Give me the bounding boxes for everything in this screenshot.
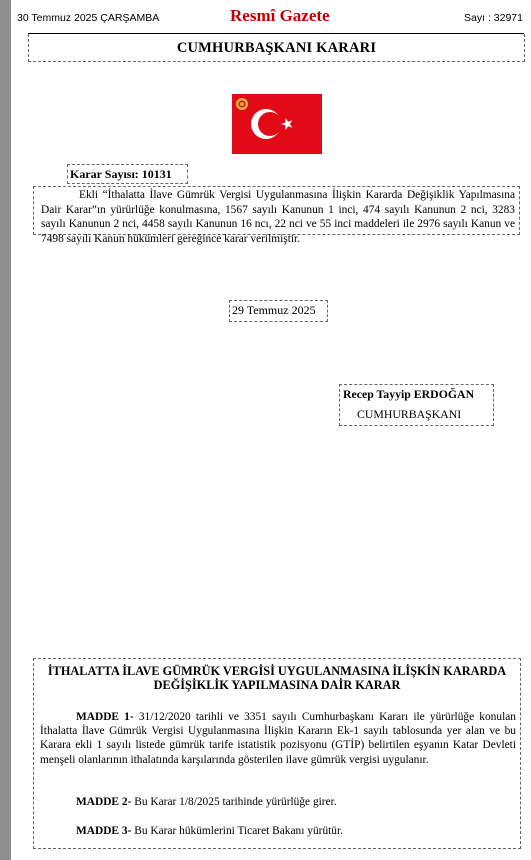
article-label: MADDE 3- <box>76 825 132 837</box>
decision-body-box <box>33 186 520 245</box>
annex-title: İTHALATTA İLAVE GÜMRÜK VERGİSİ UYGULANMASINA İLİŞKİN KARARDA DEĞİŞİKLİK YAPILMASINA DAİR KARAR <box>47 664 507 692</box>
issue-number: Sayı : 32971 <box>464 12 523 24</box>
article-3 <box>40 824 516 838</box>
signatory-name: Recep Tayyip ERDOĞAN <box>343 387 475 401</box>
gazette-header <box>17 4 527 34</box>
article-text: Bu Karar 1/8/2025 tarihinde yürürlüğe girer. <box>131 796 337 808</box>
article-text: Bu Karar hükümlerini Ticaret Bakanı yürütür. <box>131 825 344 837</box>
turkish-flag-icon <box>232 94 322 154</box>
article-text: 31/12/2020 tarihli ve 3351 sayılı Cumhurbaşkanı Kararı ile yürürlüğe konulan İthalatta İlave Gümrük Vergisi Uygulanmasına İlişkin Kararın Ek-1 sayılı tablosunda yer alan ve bu Karara ekli 1 sayılı listede gümrük tarife istatistik pozisyonu (GTİP) belirtilen eşyanın Katar Devleti menşeli olanlarının ithalatında karşılarında gösterilen ilave gümrük vergisi uygulanır. <box>40 711 516 766</box>
signature-date: 29 Temmuz 2025 <box>232 303 316 317</box>
gazette-name: Resmî Gazete <box>230 6 330 25</box>
article-label: MADDE 1- <box>76 711 134 723</box>
article-1 <box>40 710 516 767</box>
section-title: CUMHURBAŞKANI KARARI <box>176 40 377 56</box>
decision-body: Ekli “İthalatta İlave Gümrük Vergisi Uygulanmasına İlişkin Kararda Değişiklik Yapılmasına Dair Karar”ın yürürlüğe konulmasına, 1567 sayılı Kanunun 1 inci, 474 sayılı Kanunun 2 nci, 3283 sayılı Kanunun 2 nci, 4458 sayılı Kanunun 16 ncı, 22 nci ve 55 inci maddeleri ile 2976 sayılı Kanun ve 7498 sayılı Kanun hükümleri gereğince karar verilmiştir. <box>41 189 515 245</box>
annex-decision-box <box>33 658 521 849</box>
signatory-title: CUMHURBAŞKANI <box>357 407 462 421</box>
viewer-left-border <box>0 0 11 860</box>
publication-date: 30 Temmuz 2025 ÇARŞAMBA <box>17 12 160 24</box>
section-title-box <box>28 34 525 62</box>
decision-number: Karar Sayısı: 10131 <box>70 167 172 181</box>
article-2 <box>40 795 516 809</box>
signature-date-box <box>229 300 328 322</box>
signature-box <box>339 384 494 426</box>
article-label: MADDE 2- <box>76 796 132 808</box>
decision-number-box <box>67 164 188 184</box>
